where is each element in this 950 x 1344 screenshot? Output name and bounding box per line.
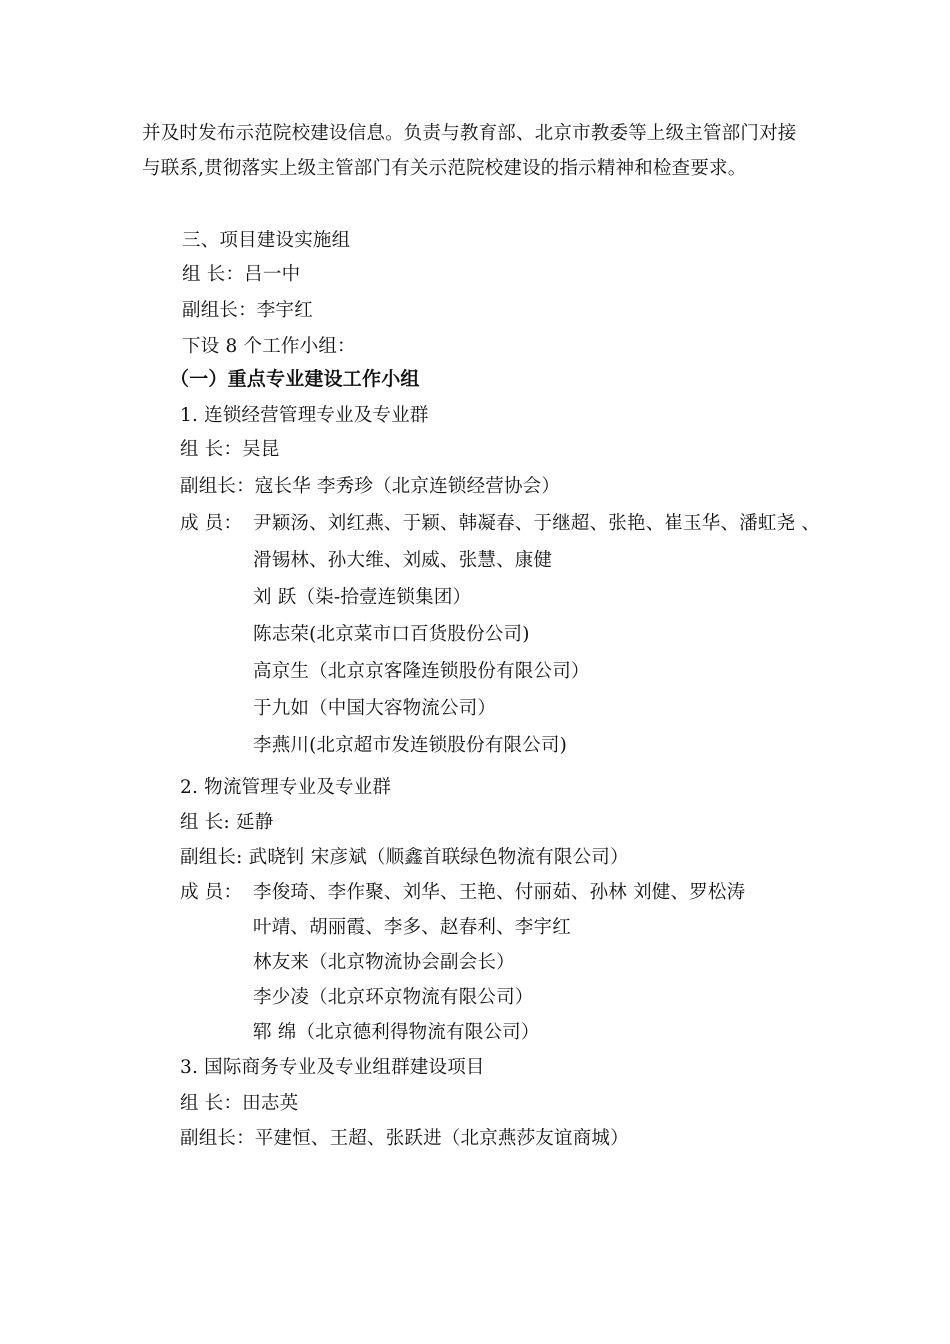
section-vice-leader: 副组长：李宇红	[182, 300, 313, 321]
item-3-vice-leader: 副组长：平建恒、王超、张跃进（北京燕莎友谊商城）	[180, 1128, 629, 1149]
item-1-vice-leader: 副组长：寇长华 李秀珍（北京连锁经营协会）	[180, 476, 561, 497]
item-2-member-line: 李少凌（北京环京物流有限公司）	[253, 987, 534, 1008]
item-1-title: 1. 连锁经营管理专业及专业群	[180, 405, 429, 426]
group-heading: （一）重点专业建设工作小组	[170, 368, 420, 390]
item-2-leader: 组 长: 延静	[180, 812, 274, 833]
item-1-leader: 组 长：吴昆	[180, 439, 280, 460]
subgroups-note: 下设 8 个工作小组：	[182, 336, 356, 357]
item-2-title: 2. 物流管理专业及专业群	[180, 777, 392, 798]
section-leader: 组 长：吕一中	[182, 264, 301, 285]
section-heading: 三、项目建设实施组	[182, 230, 351, 251]
intro-line-1: 并及时发布示范院校建设信息。负责与教育部、北京市教委等上级主管部门对接	[142, 123, 797, 144]
item-2-member-line: 林友来（北京物流协会副会长）	[253, 952, 515, 973]
item-1-member-line: 陈志荣(北京菜市口百货股份公司)	[253, 624, 530, 645]
intro-line-2: 与联系,贯彻落实上级主管部门有关示范院校建设的指示精神和检查要求。	[142, 158, 747, 179]
item-2-member-line: 郓 绵（北京德利得物流有限公司）	[253, 1022, 540, 1043]
item-2-vice-leader: 副组长: 武晓钊 宋彦斌（顺鑫首联绿色物流有限公司）	[180, 847, 629, 868]
item-2-members-label: 成 员：	[180, 882, 243, 903]
item-1-member-line: 滑锡林、孙大维、刘威、张慧、康健	[253, 550, 553, 571]
item-2-member-line: 叶靖、胡丽霞、李多、赵春利、李宇红	[253, 917, 571, 938]
item-1-member-line: 刘 跃（柒-拾壹连锁集团）	[253, 587, 472, 608]
item-1-members-label: 成 员：	[180, 513, 243, 534]
item-1-member-line: 于九如（中国大容物流公司）	[253, 698, 497, 719]
item-3-title: 3. 国际商务专业及专业组群建设项目	[180, 1057, 485, 1078]
item-1-member-line: 李燕川(北京超市发连锁股份有限公司)	[253, 735, 568, 756]
item-3-leader: 组 长：田志英	[180, 1093, 299, 1114]
item-1-member-line: 尹颖汤、刘红燕、于颖、韩凝春、于继超、张艳、崔玉华、潘虹尧 、	[253, 513, 821, 534]
item-1-member-line: 高京生（北京京客隆连锁股份有限公司）	[253, 661, 590, 682]
item-2-member-line: 李俊琦、李作聚、刘华、王艳、付丽茹、孙林 刘健、罗松涛	[253, 882, 746, 903]
